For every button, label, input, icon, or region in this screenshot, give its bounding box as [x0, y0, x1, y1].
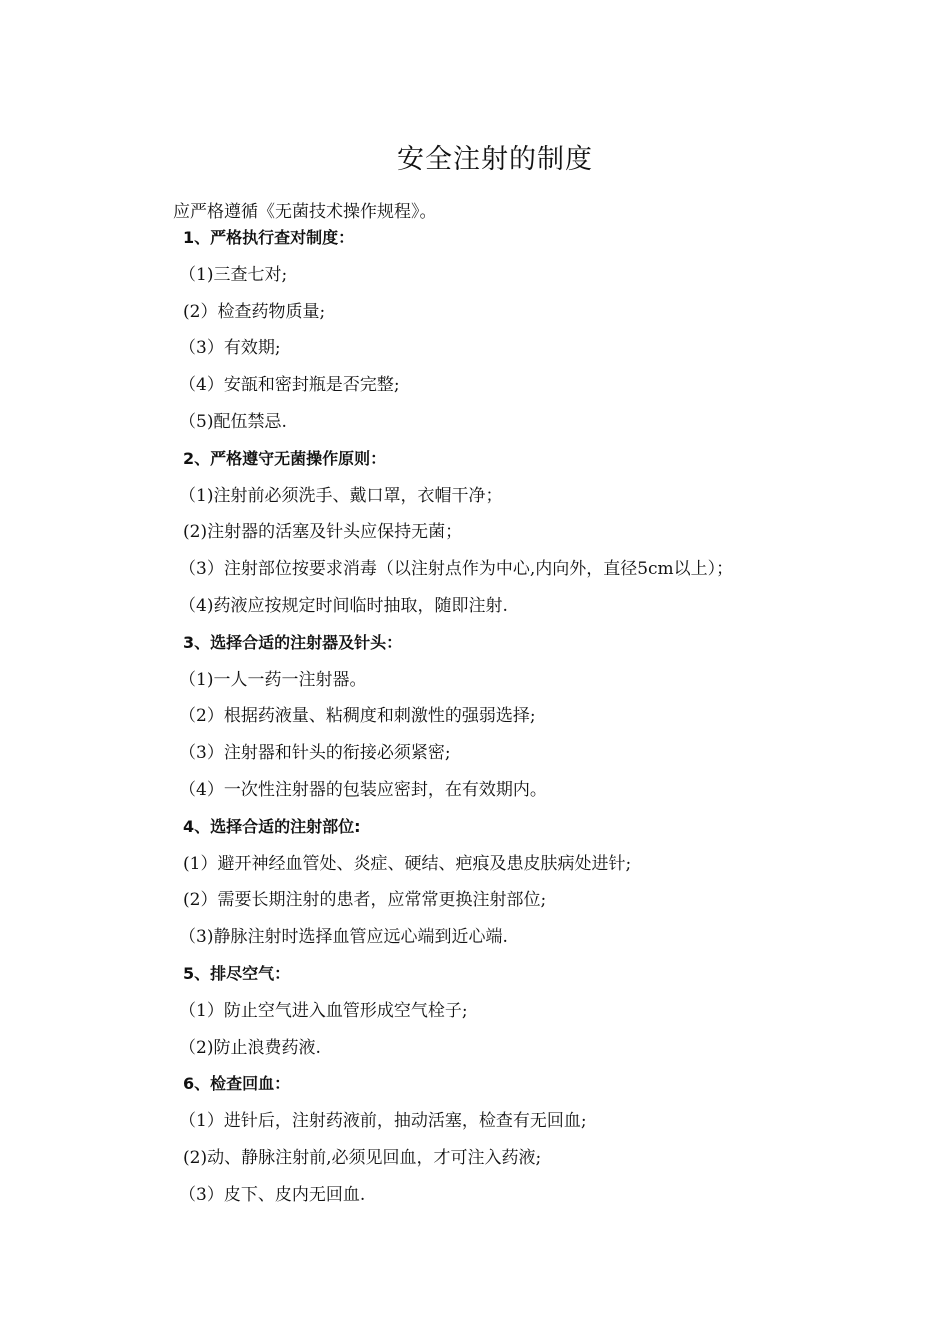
list-item: （4)药液应按规定时间临时抽取，随即注射.: [179, 596, 508, 616]
list-item: （3）皮下、皮内无回血.: [179, 1184, 366, 1205]
section-heading: 6、检查回血：: [183, 1074, 291, 1094]
list-item: （3）有效期;: [179, 338, 281, 359]
list-item: （5)配伍禁忌.: [179, 412, 287, 432]
list-item: (2)注射器的活塞及针头应保持无菌；: [183, 522, 463, 543]
list-item: (2)动、静脉注射前,必须见回血，才可注入药液;: [183, 1148, 542, 1168]
list-item: （4）安瓿和密封瓶是否完整;: [179, 375, 400, 396]
list-item: (2）需要长期注射的患者，应常常更换注射部位;: [183, 890, 547, 911]
section-heading: 4、选择合适的注射部位:: [183, 816, 361, 836]
list-item: （1)注射前必须洗手、戴口罩，衣帽干净；: [179, 485, 503, 506]
list-item: （1)一人一药一注射器。: [179, 669, 367, 690]
list-item: （1）防止空气进入血管形成空气栓子;: [179, 1000, 468, 1021]
list-item: （3）注射部位按要求消毒（以注射点作为中心,内向外，直径5cm以上）；: [179, 559, 734, 580]
list-item: （3)静脉注射时选择血管应远心端到近心端.: [179, 927, 508, 948]
section-heading: 3、选择合适的注射器及针头：: [183, 632, 403, 652]
section-heading: 2、严格遵守无菌操作原则：: [183, 448, 387, 468]
list-item: （1)三查七对;: [179, 264, 288, 285]
section-heading: 1、严格执行查对制度：: [183, 228, 355, 247]
list-item: （4）一次性注射器的包装应密封，在有效期内。: [179, 780, 547, 800]
list-item: （2)防止浪费药液.: [179, 1037, 321, 1058]
intro-text: 应严格遵循《无菌技术操作规程》。: [173, 202, 437, 222]
list-item: （1）进针后，注射药液前，抽动活塞，检查有无回血;: [179, 1111, 587, 1132]
list-item: （2）根据药液量、粘稠度和刺激性的强弱选择;: [179, 706, 536, 727]
list-item: (2）检查药物质量;: [183, 301, 326, 322]
list-item: （3）注射器和针头的衔接必须紧密;: [179, 743, 451, 764]
list-item: (1）避开神经血管处、炎症、硬结、疤痕及患皮肤病处进针;: [183, 853, 632, 874]
section-heading: 5、排尽空气：: [183, 964, 291, 983]
document-title: 安全注射的制度: [397, 144, 593, 175]
